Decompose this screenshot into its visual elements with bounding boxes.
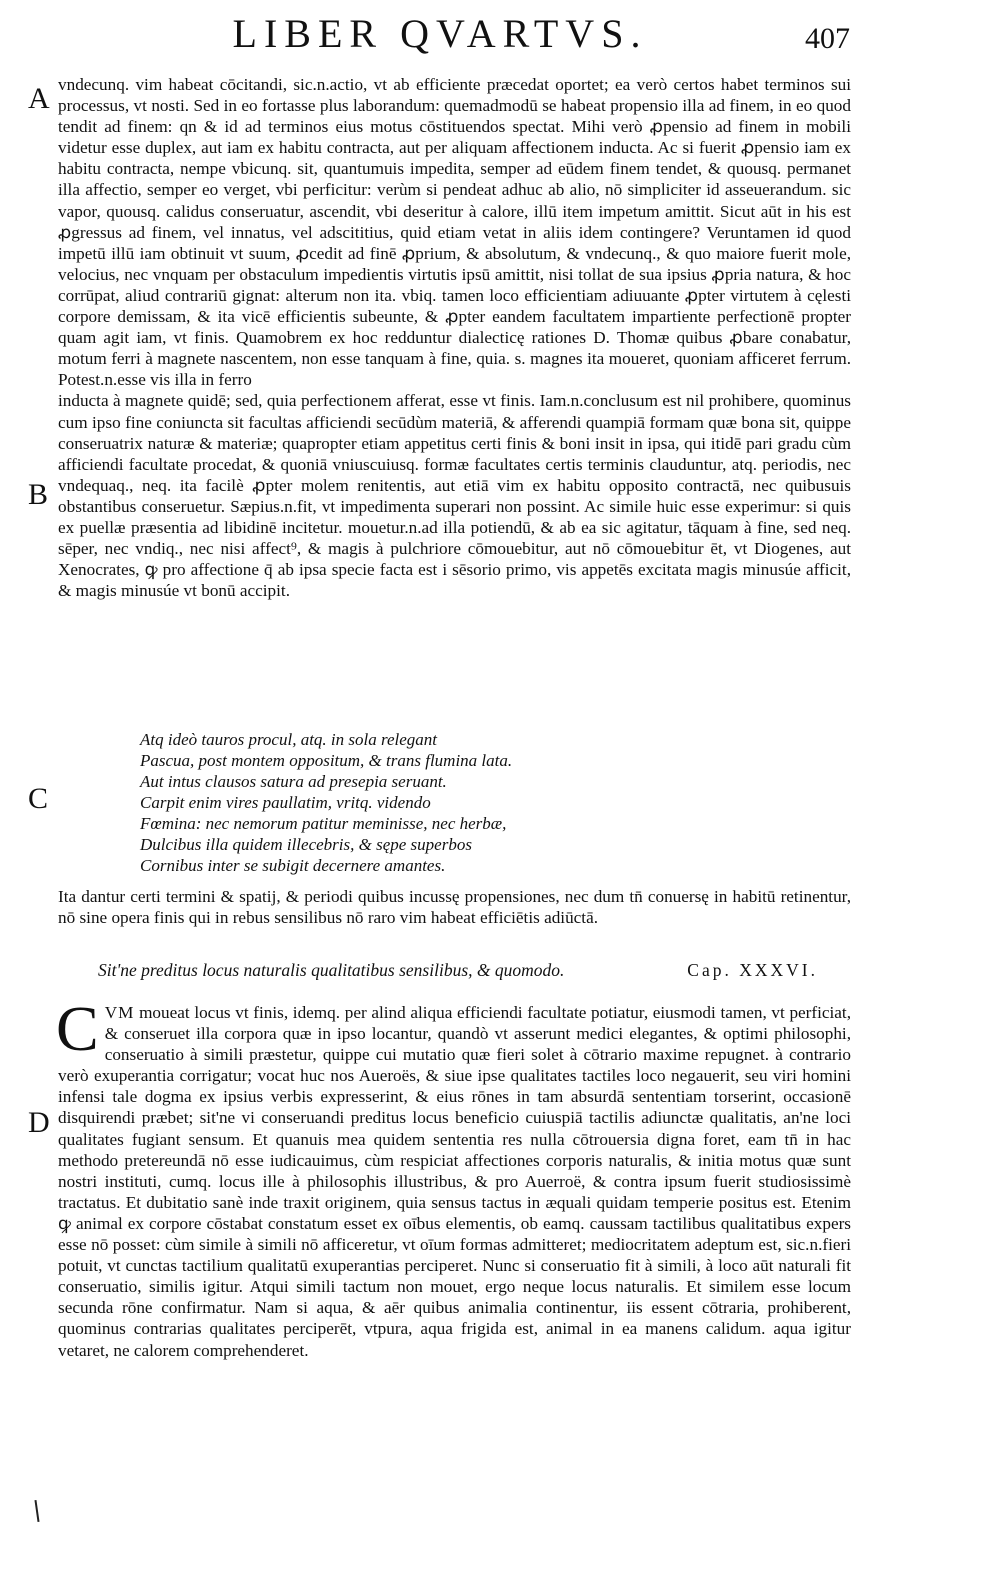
paragraph-a: vndecunq. vim habeat cōcitandi, sic.n.actio, vt ab efficiente præcedat oportet; ea verò certos habet terminos sui processus, vt nosti. Sed in eo fortasse plus laborandum: quemadmodū se habeat propensio illa ad finem, in eo quod tendit ad finem: qn & id ad terminos eius motus cōstituendos spectat. Mihi verò ꝓpensio ad finem in mobili videtur esse duplex, aut iam ex habitu contracta, aut per aliquam affectionem inducta. Ac si fuerit ꝓpensio iam ex habitu contracta, nempe vbicunq. sit, quantumuis impedita, semper ad eūdem finem tendet, & quousq. permanet illa affectio, semper eo verget, vbi perficitur: verùm si pendeat adhuc ab alio, nō simpliciter id asseuerandum. sic vapor, quousq. calidus conseruatur, ascendit, vbi deseritur à calore, illū item impetum amittit. Sicut aūt in his est ꝓgressus ad finem, vel innatus, vel adscititius, quid etiam vetat in aliis idem contingere? Veruntamen id quod impetū illū iam obtinuit vt suum, ꝓcedit ad finē ꝓprium, & absolutum, & vndecunq., & quo maiore fuerit mole, velocius, nec vnquam per obstaculum impedientis virtutis ipsū amittit, nisi tollat de sua ipsius ꝓpria natura, & hoc corrūpat, aliud contrariū gignat: alterum non ita. vbiq. tamen loco efficientiam adiuuante ꝓpter virtutem à cęlesti corpore demissam, & ita vicē efficientis subeunte, & ꝓpter eandem facultatem impartiente perfectionē propter quam agit iam, vt finis. Quamobrem ex hoc redduntur dialecticę rationes D. Thomæ quibus ꝓbare conabatur, motum ferri à magnete nascentem, non esse tanquam à fine, quia. s. magnes ita moueret, quoniam afficeret ferrum. Potest.n.esse vis illa in ferro [58, 75, 851, 390]
verse-line: Pascua, post montem oppositum, & trans flumina lata. [140, 751, 513, 770]
margin-letter-a: A [28, 82, 50, 115]
chapter-title: Sit'ne preditus locus naturalis qualitatibus sensilibus, & quomodo. [98, 960, 565, 980]
verse-quotation [140, 729, 700, 876]
running-title: LIBER QVARTVS. [232, 11, 648, 56]
verse-line: Atq ideò tauros procul, atq. in sola relegant [140, 730, 438, 749]
chapter-heading [98, 960, 818, 981]
verse-line: Carpit enim vires paullatim, vritq. videndo [140, 793, 431, 812]
margin-letter-b: B [28, 478, 49, 511]
paragraph-b: inducta à magnete quidē; sed, quia perfectionem afferat, esse vt finis. Iam.n.conclusum est nil prohibere, quominus cum ipso fine coniuncta sit facultas afficiendi secūdùm materiā, & afferendi quampiā formam quæ bona sit, quippe conseruatrix naturæ & materiæ; quapropter etiam appetitus certi finis & boni insit in ipsa, qui itidē pari gradu cùm afficiendi facultate procedat, & quoniā vniuscuiusq. formæ facultates certis terminis clauduntur, atq. periodis, nec vndequaq., neq. ita facilè ꝓpter molem renitentis, aut etiā vim ex habitu opposito contractā, nec quibusuis obstantibus conseruetur. Sæpius.n.fit, vt impedimenta superari non possint. Ac simile huic esse experimur: si quis ex puellæ præsentia ad libidinē incitetur. mouetur.n.ad illa potiendū, & ab ea sic agitatur, tāquam à fine, sed neq. sēper, nec vndiq., nec nisi affect⁹, & magis à pulchriore cōmouebitur, aut nō cōmouebitur ēt, vt Diogenes, aut Xenocrates, ꝙ pro affectione q̄ ab ipsa specie facta est i sēsorio primo, vis appetēs excitata magis minusúe afficit, & magis minusúe vt bonū accipit. [58, 391, 851, 601]
page-number: 407 [805, 22, 850, 55]
verse-line: Dulcibus illa quidem illecebris, & sępe superbos [140, 835, 472, 854]
verse-line: Cornibus inter se subigit decernere amantes. [140, 856, 446, 875]
opening-caps: VM [104, 1003, 135, 1022]
margin-letter-c: C [28, 782, 49, 815]
first-section [58, 74, 851, 601]
verse-line: Aut intus clausos satura ad presepia seruant. [140, 772, 447, 791]
second-section [56, 993, 851, 1361]
closing-paragraph [58, 886, 851, 928]
closing-text: Ita dantur certi termini & spatij, & periodi quibus incussę propensiones, nec dum tn̄ conuersę in habitū retinentur, nō sine opera finis qui in rebus sensilibus nō raro vim habeat efficiētis adiūctā. [58, 887, 851, 928]
chapter-number: Cap. XXXVI. [687, 960, 818, 980]
drop-cap: C [56, 993, 99, 1064]
verse-line: Fœmina: nec nemorum patitur meminisse, nec herbæ, [140, 814, 507, 833]
margin-stray-mark [34, 1500, 39, 1522]
section-two-text: moueat locus vt finis, idemq. per alind aliqua efficiendi facultate potiatur, eiusmodi tamen, vt perficiat, & conseruet illa corpora quæ in ipso locantur, quandò vt asserunt medici elegantes, & optimi philosophi, conseruatio à simili præstetur, quippe cui mutatio quæ fieri solet à cōtrario maxime repugnet. à contrario verò exuperantia corrigatur; vocat huc nos Aueroës, & siue ipse qualitates tactiles loco negauerit, seu viri homini infensi tale dogma ex ipsius verbis expresserint, & eius rōnes in tam absurdā sententiam torserint, occasionē disquirendi præbet; sit'ne vi conseruandi preditus locus beneficio cuiuspiā tactilis adiunctæ qualitatis, an'ne loci qualitates fugiant sensum. Et quanuis mea quidem sententia res nulla cōtrouersia digna foret, eam tn̄ in hac methodo pretereundā nō esse iudicauimus, cùm respiciat affectiones corporis naturalis, & initia motus quæ sunt nostri instituti, cumq. locus ille à philosophis illustribus, & pro Auerroë, & contra ipsum fuerit studiosissimè tractatus. Et dubitatio sanè inde traxit originem, quia sensus tactus in æquali quidam temperie positus est. Etenim ꝙ animal ex corpore cōstabat constatum esset ex oībus elementis, ob eamq. caussam tactilibus qualitatibus expers esse nō posset: cùm simile à simili nō afficeretur, vt oīum formas admitteret; mediocritatem adeptum est, sic.n.fieri potuit, vt cunctas tactilium qualitatū exuperantias perciperet. Nunc si conseruatio fit à simili, à loco aūt naturali fit conseruatio, similis igitur. Atqui simili tactum non mouet, ergo neque locus naturalis. Et similem esse locum secunda rōne confirmatur. Nam si aqua, & aēr quibus animalia continentur, iis essent cōtraria, prohiberent, quominus contrarias qualitates perciperēt, vtpura, aqua frigida est, animal in ea manens calidum. aqua igitur vetaret, ne calorem comprehenderet. [58, 1003, 851, 1360]
margin-letter-d: D [28, 1106, 50, 1139]
